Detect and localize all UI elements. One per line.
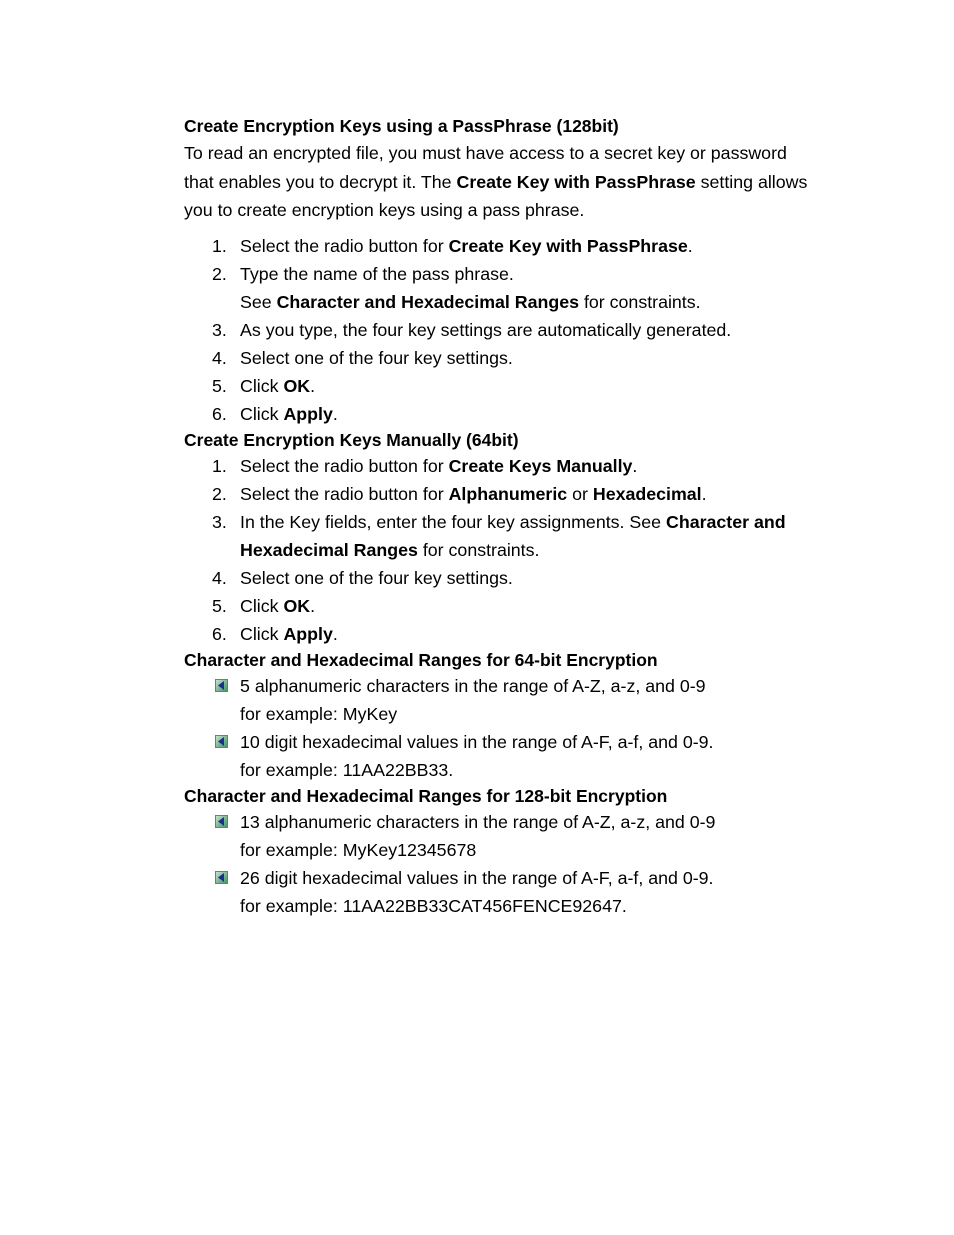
list-item: 1. Select the radio button for Create Key with PassPhrase.	[212, 235, 693, 256]
list-item: 3. In the Key fields, enter the four key assignments. See Character and	[212, 511, 786, 532]
list-item: 6. Click Apply.	[212, 623, 338, 644]
list-item: 5. Click OK.	[212, 375, 316, 396]
list-item: 1. Select the radio button for Create Keys Manually.	[212, 455, 638, 476]
list-item: 6. Click Apply.	[212, 403, 338, 424]
bullet-example: for example: 11AA22BB33CAT456FENCE92647.	[240, 895, 627, 916]
list-item-continuation: Hexadecimal Ranges for constraints.	[240, 539, 540, 560]
section-heading-passphrase: Create Encryption Keys using a PassPhrase (128bit)	[184, 116, 619, 136]
list-item: 4. Select one of the four key settings.	[212, 567, 513, 588]
green-square-bullet-icon	[215, 735, 228, 748]
list-item-continuation: See Character and Hexadecimal Ranges for constraints.	[240, 291, 701, 312]
section-heading-manual: Create Encryption Keys Manually (64bit)	[184, 429, 519, 450]
list-item: 5. Click OK.	[212, 595, 316, 616]
section-heading-128bit-ranges: Character and Hexadecimal Ranges for 128-bit Encryption	[184, 785, 668, 806]
green-square-bullet-icon	[215, 871, 228, 884]
list-item: 2. Type the name of the pass phrase.	[212, 263, 514, 284]
document-page	[184, 114, 864, 920]
bullet-item: 10 digit hexadecimal values in the range of A-F, a-f, and 0-9.	[184, 728, 864, 756]
list-item: 3. As you type, the four key settings are automatically generated.	[212, 319, 732, 340]
green-square-bullet-icon	[215, 679, 228, 692]
green-square-bullet-icon	[215, 815, 228, 828]
intro-paragraph: To read an encrypted file, you must have access to a secret key or password that enables you to decrypt it. The Create Key with PassPhrase setting allows you to create encryption keys using a pass phrase.	[184, 143, 808, 220]
bullet-item: 13 alphanumeric characters in the range of A-Z, a-z, and 0-9	[184, 808, 864, 836]
bullet-item: 26 digit hexadecimal values in the range of A-F, a-f, and 0-9.	[184, 864, 864, 892]
bullet-example: for example: MyKey12345678	[240, 839, 477, 860]
list-item: 2. Select the radio button for Alphanumeric or Hexadecimal.	[212, 483, 707, 504]
bullet-example: for example: MyKey	[240, 703, 398, 724]
bullet-example: for example: 11AA22BB33.	[240, 759, 454, 780]
list-item: 4. Select one of the four key settings.	[212, 347, 513, 368]
section-heading-64bit-ranges: Character and Hexadecimal Ranges for 64-bit Encryption	[184, 649, 658, 670]
bullet-item: 5 alphanumeric characters in the range of A-Z, a-z, and 0-9	[184, 672, 864, 700]
